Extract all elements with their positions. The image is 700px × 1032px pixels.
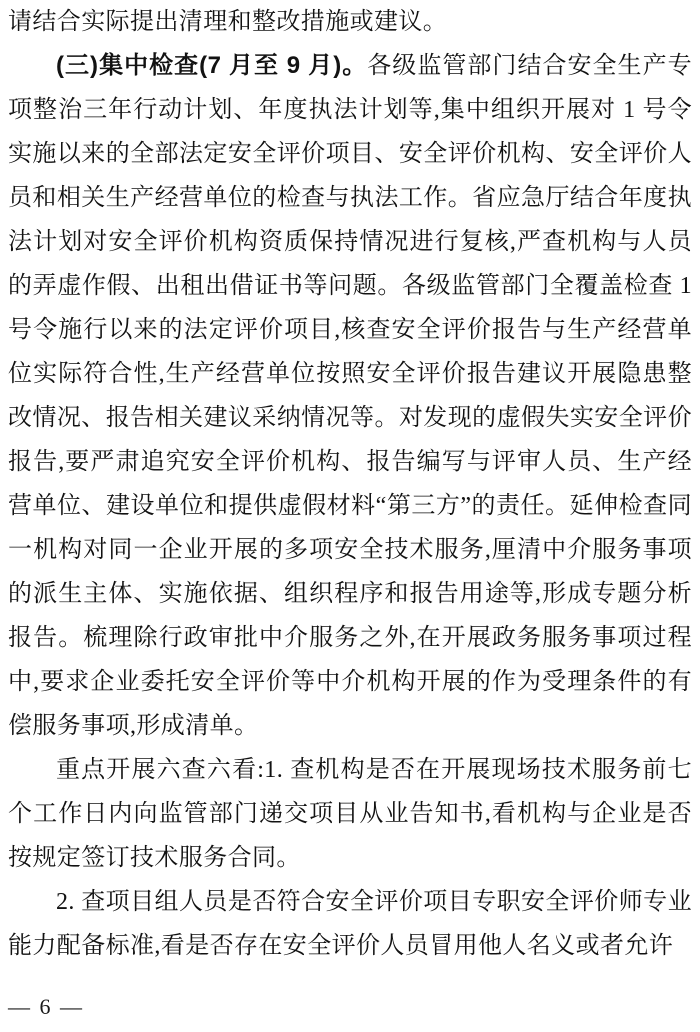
- paragraph-text: 2. 查项目组人员是否符合安全评价项目专职安全评价师专业能力配备标准,看是否存在安全评价人员冒用他人名义或者允许: [8, 889, 692, 959]
- section-heading: (三)集中检查(7 月至 9 月)。: [56, 52, 368, 79]
- paragraph-text: 重点开展六查六看:1. 查机构是否在开展现场技术服务前七个工作日内向监管部门递交项目从业告知书,看机构与企业是否按规定签订技术服务合同。: [8, 757, 692, 871]
- paragraph-text: 请结合实际提出清理和整改措施或建议。: [8, 9, 448, 35]
- paragraph-section-three: [8, 44, 692, 748]
- document-body: [8, 0, 692, 968]
- paragraph-six-checks-item-2: [8, 880, 692, 968]
- paragraph-text: 各级监管部门结合安全生产专项整治三年行动计划、年度执法计划等,集中组织开展对 1 号令实施以来的全部法定安全评价项目、安全评价机构、安全评价人员和相关生产经营单位的检查与执法工作。省应急厅结合年度执法计划对安全评价机构资质保持情况进行复核,严查机构与人员的弄虚作假、出租出借证书等问题。各级监管部门全覆盖检查 1 号令施行以来的法定评价项目,核查安全评价报告与生产经营单位实际符合性,生产经营单位按照安全评价报告建议开展隐患整改情况、报告相关建议采纳情况等。对发现的虚假失实安全评价报告,要严肃追究安全评价机构、报告编写与评审人员、生产经营单位、建设单位和提供虚假材料“第三方”的责任。延伸检查同一机构对同一企业开展的多项安全技术服务,厘清中介服务事项的派生主体、实施依据、组织程序和报告用途等,形成专题分析报告。梳理除行政审批中介服务之外,在开展政务服务事项过程中,要求企业委托安全评价等中介机构开展的作为受理条件的有偿服务事项,形成清单。: [8, 53, 693, 739]
- paragraph-six-checks-item-1: [8, 748, 692, 880]
- paragraph-continuation: [8, 0, 692, 44]
- page-number: — 6 —: [8, 994, 84, 1019]
